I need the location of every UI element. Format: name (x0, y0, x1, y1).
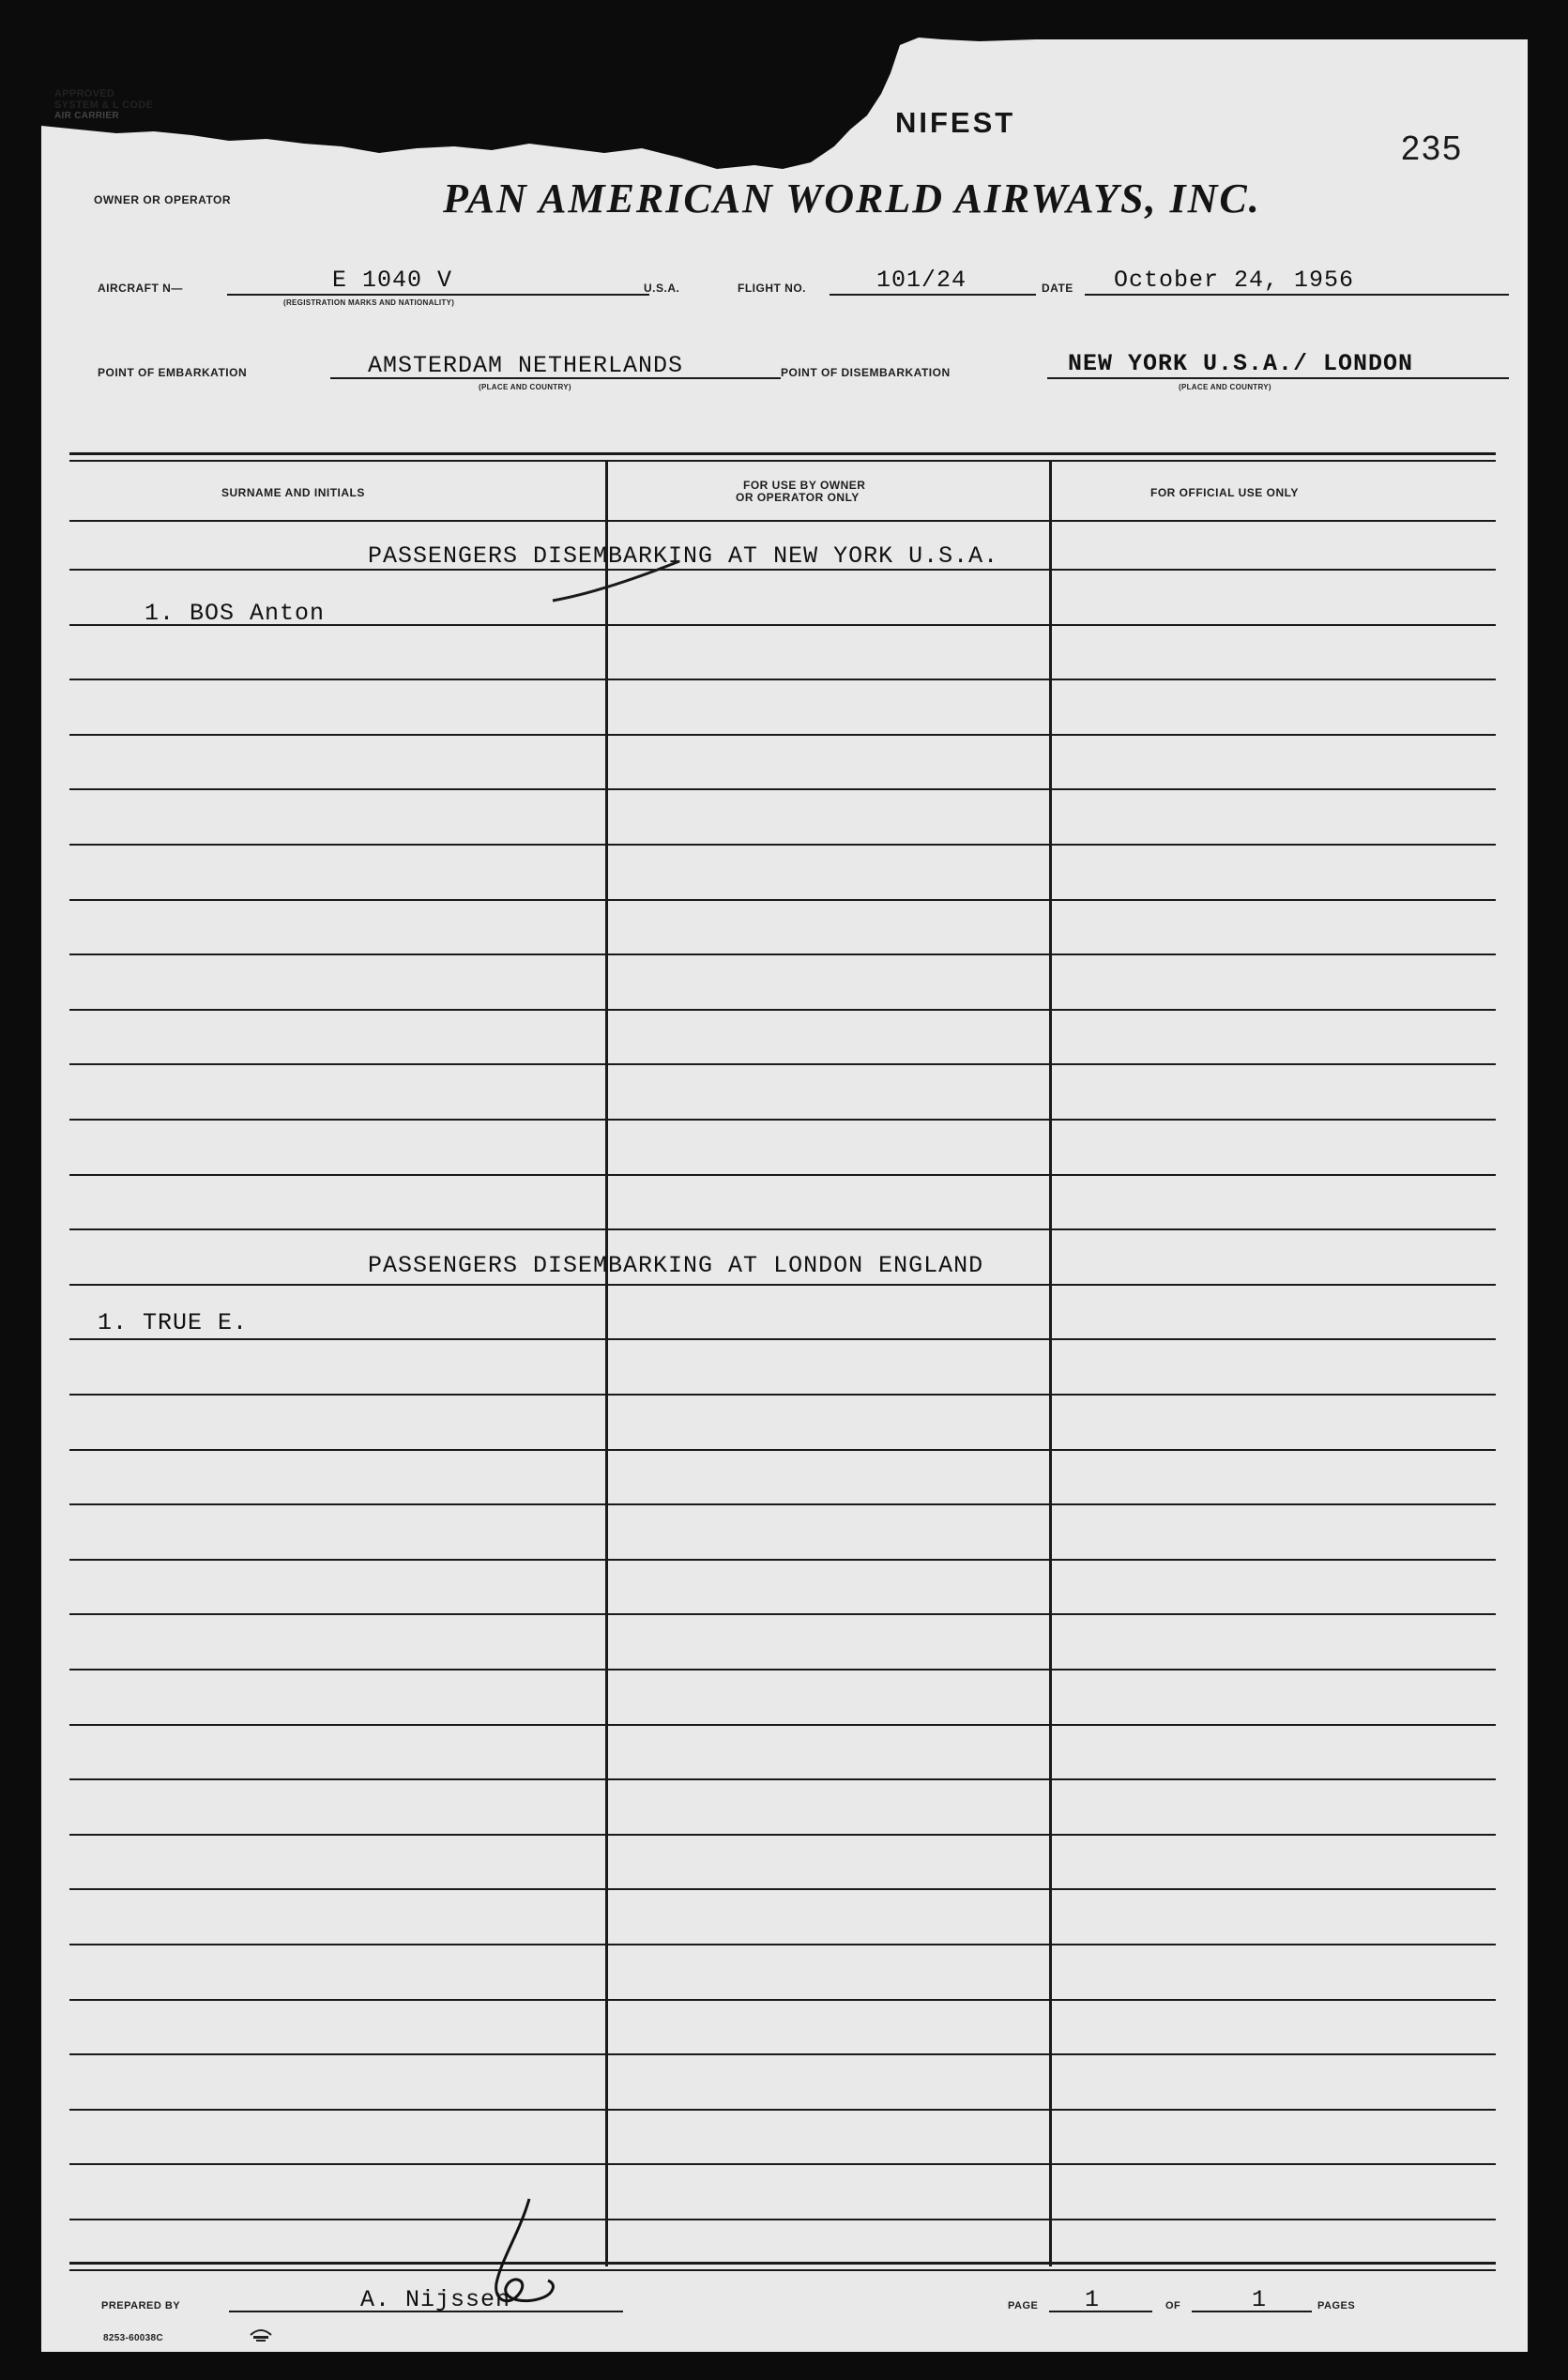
prepared-label: PREPARED BY (101, 2300, 181, 2311)
aircraft-caption: (REGISTRATION MARKS AND NATIONALITY) (283, 298, 455, 307)
table-rule (69, 2053, 1496, 2055)
table-rule (69, 1174, 1496, 1176)
table-rule (69, 1613, 1496, 1615)
table-rule (69, 954, 1496, 955)
form-code: 8253-60038C (103, 2333, 163, 2343)
table-rule (69, 1228, 1496, 1230)
check-mark (548, 554, 689, 610)
table-rule (69, 1394, 1496, 1396)
signature (454, 2194, 586, 2316)
table-rule (69, 2163, 1496, 2165)
airline-name: PAN AMERICAN WORLD AIRWAYS, INC. (443, 175, 1261, 221)
page-label: PAGE (1008, 2300, 1039, 2311)
usa-label: U.S.A. (644, 282, 680, 295)
table-rule (69, 1503, 1496, 1505)
owner-label: OWNER OR OPERATOR (94, 193, 232, 206)
col-owner-header-1: FOR USE BY OWNER (743, 479, 866, 492)
table-rule (69, 899, 1496, 901)
table-rule (69, 1834, 1496, 1836)
table-rule (69, 1338, 1496, 1340)
form-title: NIFEST (895, 106, 1016, 139)
pages-label: PAGES (1317, 2300, 1356, 2311)
table-rule (69, 520, 1496, 522)
of-label: OF (1165, 2300, 1181, 2311)
embark-label: POINT OF EMBARKATION (98, 366, 248, 379)
gpo-logo-icon (248, 2326, 274, 2344)
table-rule (69, 844, 1496, 846)
table-rule (69, 1944, 1496, 1945)
section1-heading: PASSENGERS DISEMBARKING AT NEW YORK U.S.A. (368, 542, 999, 570)
passenger-row: 1. BOS Anton (145, 600, 326, 627)
table-rule (69, 788, 1496, 790)
approved-stamp: APPROVED (54, 88, 115, 99)
table-rule (69, 2109, 1496, 2111)
of-value: 1 (1252, 2286, 1268, 2313)
table-rule (69, 1559, 1496, 1561)
disembark-value: NEW YORK U.S.A./ LONDON (1068, 350, 1414, 377)
table-rule (69, 2219, 1496, 2220)
table-rule (69, 1724, 1496, 1726)
embark-caption: (PLACE AND COUNTRY) (479, 383, 571, 391)
date-label: DATE (1042, 282, 1073, 295)
torn-corner (41, 36, 1528, 176)
sheet-number: 235 (1401, 129, 1464, 167)
section2-heading: PASSENGERS DISEMBARKING AT LONDON ENGLAND (368, 1252, 984, 1279)
passenger-row: 1. TRUE E. (98, 1309, 249, 1336)
prepared-value: A. Nijssen (360, 2286, 511, 2313)
table-rule (69, 1063, 1496, 1065)
embark-value: AMSTERDAM NETHERLANDS (368, 352, 684, 379)
disembark-label: POINT OF DISEMBARKATION (781, 366, 951, 379)
table-rule (69, 1778, 1496, 1780)
col-official-header: FOR OFFICIAL USE ONLY (1150, 486, 1299, 499)
table-rule (69, 1009, 1496, 1011)
page-value: 1 (1085, 2286, 1101, 2313)
table-rule (69, 1888, 1496, 1890)
table-rule (69, 679, 1496, 680)
col-surname-header: SURNAME AND INITIALS (221, 486, 365, 499)
col-owner-header-2: OR OPERATOR ONLY (736, 491, 860, 504)
table-rule (69, 1669, 1496, 1671)
flight-value: 101/24 (876, 267, 967, 294)
disembark-caption: (PLACE AND COUNTRY) (1179, 383, 1271, 391)
table-rule (69, 1449, 1496, 1451)
table-rule (69, 1284, 1496, 1286)
table-rule (69, 1999, 1496, 2001)
date-value: October 24, 1956 (1114, 267, 1355, 294)
approved-carrier: AIR CARRIER (54, 111, 119, 121)
aircraft-label: AIRCRAFT N— (98, 282, 183, 295)
flight-label: FLIGHT NO. (738, 282, 806, 295)
manifest-page (41, 36, 1528, 2352)
approved-code: SYSTEM & L CODE (54, 99, 154, 111)
aircraft-value: E 1040 V (332, 267, 453, 294)
table-rule (69, 734, 1496, 736)
table-rule (69, 1119, 1496, 1121)
